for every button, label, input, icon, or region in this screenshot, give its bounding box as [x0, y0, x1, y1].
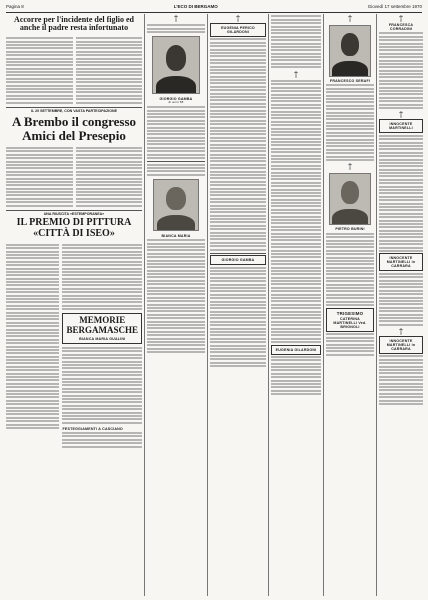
article-body — [6, 36, 73, 105]
deceased-name: BIANCA MARIA — [161, 233, 191, 238]
obituary-box — [379, 119, 423, 133]
paper-title: L'ECO DI BERGAMO — [173, 4, 218, 9]
cross-symbol: † — [348, 162, 352, 172]
notice-heading: TRIGESIMO — [336, 310, 364, 316]
article-body — [76, 146, 143, 208]
deceased-name: GIORGIO GAMBA — [159, 97, 193, 102]
deceased-age: di anni 58 — [168, 100, 184, 105]
article-body — [76, 36, 143, 105]
obituary-box — [271, 345, 321, 355]
deceased-name: FRANCESCO SERAFI — [329, 79, 371, 83]
obituary-column — [210, 14, 266, 596]
page-number: Pagina 8 — [6, 4, 24, 9]
news-column — [6, 14, 142, 596]
obituary-text — [379, 273, 423, 326]
cross-symbol: † — [399, 327, 403, 337]
cross-symbol: † — [399, 110, 403, 120]
kicker-congress: IL 20 SETTEMBRE, CON VASTA PARTECIPAZIONE — [31, 108, 117, 113]
article-body — [6, 242, 59, 449]
obituary-text — [210, 267, 266, 367]
masthead — [6, 4, 422, 13]
section-heading: FESTEGGIAMENTI A CASCIANO — [62, 426, 123, 431]
deceased-name: EUGENIA GILARDONI — [275, 347, 317, 352]
obituary-text — [379, 135, 423, 252]
article-body — [62, 244, 142, 310]
deceased-name: INNOCENTE MARTINELLI in CARRARA — [386, 256, 416, 269]
portrait-photo — [153, 179, 199, 231]
headline-congress: A Brembo il congresso Amici del Presepio — [11, 114, 137, 143]
obituary-box — [379, 336, 423, 354]
obituary-text — [147, 164, 205, 176]
deceased-name: CATERINA MARTINELLI Ved. BRIGNOLI — [333, 316, 367, 329]
obituary-text — [271, 15, 321, 68]
obituary-text — [326, 333, 374, 355]
article-body — [62, 347, 142, 424]
deceased-name: PIETRO BURINI — [335, 227, 365, 232]
cross-symbol: † — [399, 14, 403, 23]
obituary-text — [271, 80, 321, 343]
headline-memorie: MEMORIE BERGAMASCHE — [66, 315, 138, 335]
obituary-text — [147, 239, 205, 353]
portrait-photo — [329, 173, 371, 225]
byline: BIANCA MARIA GUALINI — [79, 337, 126, 342]
cross-symbol: † — [294, 69, 298, 79]
portrait-photo — [329, 25, 371, 77]
obituary-box — [379, 253, 423, 271]
obituary-text — [326, 84, 374, 161]
kicker-prize: UNA RIUSCITA «ESTEMPORANEA» — [43, 211, 105, 216]
obituary-text — [379, 355, 423, 404]
deceased-name: INNOCENTE MARTINELLI — [389, 122, 413, 131]
obituary-text — [210, 38, 266, 250]
cross-symbol: † — [236, 14, 240, 23]
issue-date: Giovedì 17 settembre 1970 — [367, 4, 422, 9]
obituary-box — [210, 255, 266, 265]
deceased-name: INNOCENTE MARTINELLI in CARRARA — [386, 339, 416, 352]
obituary-text — [147, 24, 205, 33]
obituary-text — [147, 106, 205, 159]
deceased-name: EUGENIA PERICO GILARDONI — [221, 26, 255, 34]
obituary-column — [147, 14, 205, 596]
headline-accident: Accorre per l'incidente del figlio ed anche il padre resta infortunato — [14, 15, 134, 33]
memorie-box — [62, 313, 142, 344]
obituary-column — [271, 14, 321, 596]
portrait-photo — [152, 36, 200, 94]
cross-symbol: † — [174, 14, 178, 23]
obituary-text — [271, 356, 321, 395]
deceased-name: GIORGIO GAMBA — [221, 258, 255, 263]
obituary-text — [326, 233, 374, 306]
obituary-text — [379, 32, 423, 109]
obituary-box — [210, 23, 266, 37]
deceased-name: FRANCESCA CORRADINI — [388, 23, 414, 31]
cross-symbol: † — [348, 14, 352, 23]
headline-prize: IL PREMIO DI PITTURA «CITTÀ DI ISEO» — [16, 217, 132, 239]
obituary-column — [326, 14, 374, 596]
trigesimo-box — [326, 308, 374, 332]
article-body — [6, 146, 73, 208]
article-body — [62, 432, 142, 448]
obituary-column — [379, 14, 423, 596]
